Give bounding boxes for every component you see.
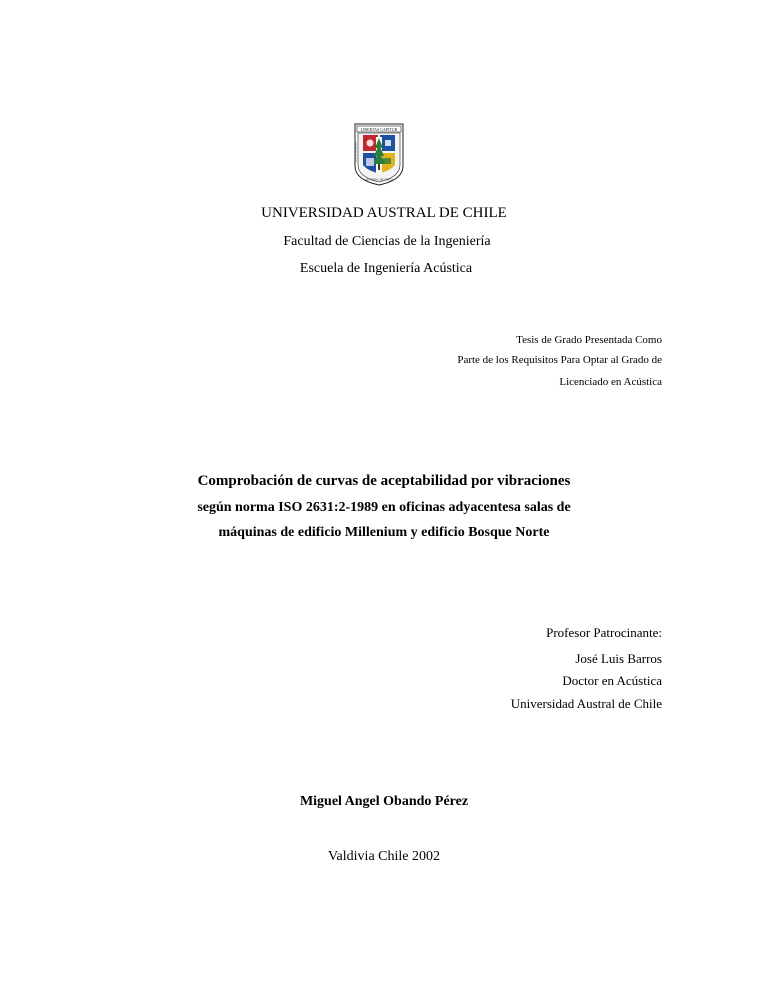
seal-motto-text: LIBERTAS CAPITUR: [360, 127, 398, 132]
thesis-statement-line: Licenciado en Acústica: [559, 376, 662, 388]
place-year: Valdivia Chile 2002: [328, 849, 440, 864]
university-seal-logo: [352, 122, 406, 186]
thesis-title-line: máquinas de edificio Millenium y edificio Bosque Norte: [218, 525, 550, 540]
sponsor-affiliation: Universidad Austral de Chile: [510, 696, 662, 711]
school-name: Escuela de Ingeniería Acústica: [299, 261, 473, 276]
seal-ring-text-bottom: AUSTRAL DE CHILE: [364, 177, 394, 182]
author-name: Miguel Angel Obando Pérez: [299, 794, 469, 809]
thesis-statement-line: Tesis de Grado Presentada Como: [516, 334, 662, 346]
sponsor-name: José Luis Barros: [575, 651, 662, 666]
faculty-name: Facultad de Ciencias de la Ingeniería: [283, 234, 491, 249]
university-name: UNIVERSIDAD AUSTRAL DE CHILE: [261, 205, 507, 221]
thesis-title-line: según norma ISO 2631:2-1989 en oficinas adyacentesa salas de: [197, 500, 571, 515]
seal-ring-text-left: UNIVERSIDAD: [353, 141, 358, 162]
sponsor-label: Profesor Patrocinante:: [546, 625, 662, 640]
sponsor-degree: Doctor en Acústica: [562, 673, 662, 688]
thesis-title-line: Comprobación de curvas de aceptabilidad por vibraciones: [197, 473, 571, 489]
thesis-statement-line: Parte de los Requisitos Para Optar al Grado de: [457, 354, 662, 366]
